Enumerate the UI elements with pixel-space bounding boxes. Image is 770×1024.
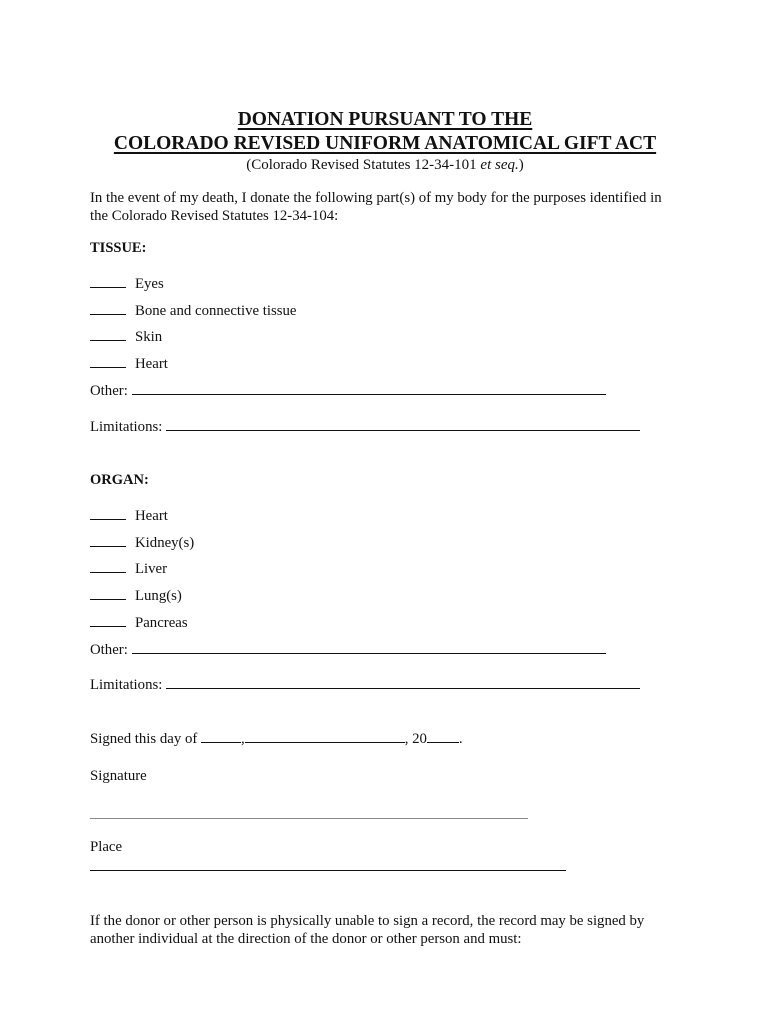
organ-item-pancreas[interactable]: Pancreas xyxy=(90,615,188,632)
organ-item-heart[interactable]: Heart xyxy=(90,508,168,525)
checkbox-blank[interactable] xyxy=(90,339,126,341)
checkbox-blank[interactable] xyxy=(90,545,126,547)
footer-line-2: another individual at the direction of the donor or other person and must: xyxy=(90,931,522,947)
tissue-other-line[interactable] xyxy=(132,393,606,395)
intro-line-2: the Colorado Revised Statutes 12-34-104: xyxy=(90,208,339,224)
place-line[interactable] xyxy=(90,870,566,871)
title-line-2: COLORADO REVISED UNIFORM ANATOMICAL GIFT ACT xyxy=(113,133,657,154)
signature-label: Signature xyxy=(90,768,147,784)
checkbox-blank[interactable] xyxy=(90,286,126,288)
organ-other-line[interactable] xyxy=(132,652,606,654)
checkbox-blank[interactable] xyxy=(90,598,126,600)
place-label: Place xyxy=(90,839,123,855)
organ-heading: ORGAN: xyxy=(90,472,149,488)
title-line-1: DONATION PURSUANT TO THE xyxy=(237,109,533,130)
footer-line-1: If the donor or other person is physically unable to sign a record, the record may be signed by xyxy=(90,913,645,929)
year-blank[interactable] xyxy=(427,741,459,743)
checkbox-blank[interactable] xyxy=(90,366,126,368)
tissue-item-heart[interactable]: Heart xyxy=(90,356,168,373)
tissue-item-bone[interactable]: Bone and connective tissue xyxy=(90,303,297,320)
tissue-limitations-line[interactable] xyxy=(166,429,640,431)
intro-line-1: In the event of my death, I donate the following part(s) of my body for the purposes identified in xyxy=(90,190,662,206)
signature-line[interactable] xyxy=(90,818,528,819)
subtitle: (Colorado Revised Statutes 12-34-101 et seq.) xyxy=(246,157,524,173)
tissue-other-field[interactable]: Other: xyxy=(90,383,606,400)
tissue-limitations-field[interactable]: Limitations: xyxy=(90,419,640,436)
checkbox-blank[interactable] xyxy=(90,625,126,627)
organ-limitations-field[interactable]: Limitations: xyxy=(90,677,640,694)
checkbox-blank[interactable] xyxy=(90,518,126,520)
checkbox-blank[interactable] xyxy=(90,571,126,573)
tissue-item-skin[interactable]: Skin xyxy=(90,329,162,346)
month-blank[interactable] xyxy=(245,741,405,743)
tissue-item-eyes[interactable]: Eyes xyxy=(90,276,164,293)
organ-other-field[interactable]: Other: xyxy=(90,642,606,659)
organ-item-lungs[interactable]: Lung(s) xyxy=(90,588,182,605)
tissue-heading: TISSUE: xyxy=(90,240,147,256)
organ-limitations-line[interactable] xyxy=(166,687,640,689)
organ-item-kidneys[interactable]: Kidney(s) xyxy=(90,535,194,552)
signed-date-line[interactable]: Signed this day of , , 20 . xyxy=(90,731,463,747)
organ-item-liver[interactable]: Liver xyxy=(90,561,167,578)
day-blank[interactable] xyxy=(201,741,241,743)
checkbox-blank[interactable] xyxy=(90,313,126,315)
